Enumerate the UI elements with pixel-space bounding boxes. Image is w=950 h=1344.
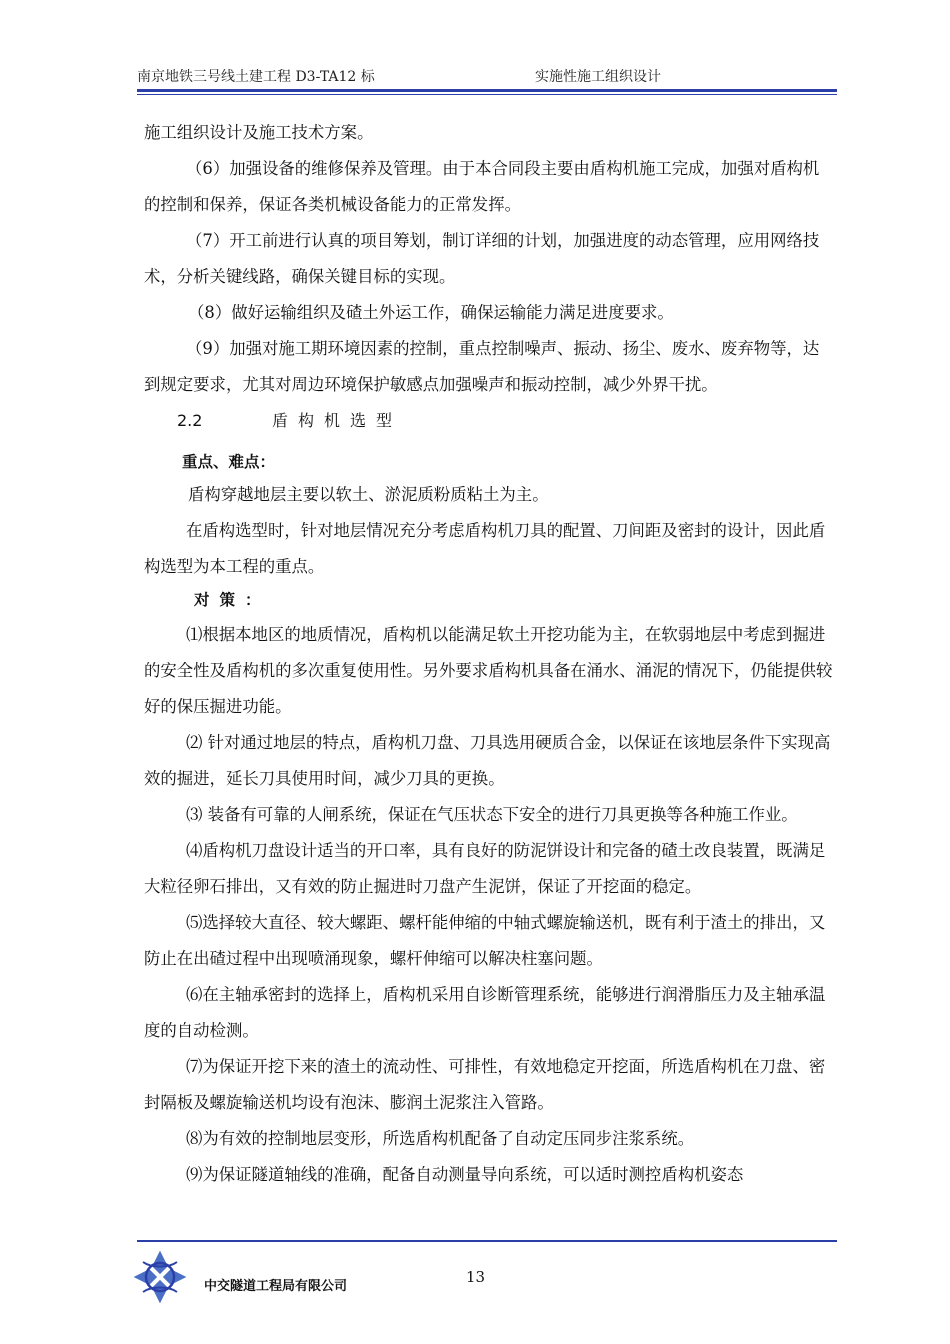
measure-1: ⑴根据本地区的地质情况，盾构机以能满足软土开挖功能为主，在软弱地层中考虑到掘进的安全性及盾构机的多次重复使用性。另外要求盾构机具备在涌水、涌泥的情况下，仍能提供较好的保压掘进功能。 — [144, 625, 833, 716]
section-title: 盾构机选型 — [272, 411, 403, 430]
measures-heading: 对策： — [194, 591, 271, 609]
page-number: 13 — [466, 1268, 486, 1286]
section-number: 2.2 — [177, 411, 203, 430]
paragraph-continued: 施工组织设计及施工技术方案。 — [144, 123, 374, 142]
footer-rule — [137, 1240, 837, 1242]
page-body — [144, 115, 834, 1193]
header-document-title: 实施性施工组织设计 — [535, 69, 661, 85]
measure-3: ⑶ 装备有可靠的人闸系统，保证在气压状态下安全的进行刀具更换等各种施工作业。 — [186, 805, 798, 824]
measure-7: ⑺为保证开挖下来的渣土的流动性、可排性，有效地稳定开挖面，所选盾构机在刀盘、密封隔板及螺旋输送机均设有泡沫、膨润土泥浆注入管路。 — [144, 1057, 826, 1112]
page-header — [137, 62, 837, 90]
company-logo-icon — [133, 1250, 187, 1304]
header-project-name: 南京地铁三号线土建工程 D3-TA12 标 — [137, 69, 375, 85]
key-points-heading: 重点、难点： — [182, 453, 276, 471]
measure-8: ⑻为有效的控制地层变形，所选盾构机配备了自动定压同步注浆系统。 — [186, 1129, 695, 1148]
measure-9: ⑼为保证隧道轴线的准确，配备自动测量导向系统，可以适时测控盾构机姿态 — [186, 1165, 744, 1184]
measure-2: ⑵ 针对通过地层的特点，盾构机刀盘、刀具选用硬质合金，以保证在该地层条件下实现高效的掘进，延长刀具使用时间，减少刀具的更换。 — [144, 733, 831, 788]
measure-6: ⑹在主轴承密封的选择上，盾构机采用自诊断管理系统，能够进行润滑脂压力及主轴承温度的自动检测。 — [144, 985, 826, 1040]
footer-company-name: 中交隧道工程局有限公司 — [204, 1279, 348, 1294]
paragraph-item-8: （8）做好运输组织及碴土外运工作，确保运输能力满足进度要求。 — [188, 303, 674, 322]
measure-5: ⑸选择较大直径、较大螺距、螺杆能伸缩的中轴式螺旋输送机，既有利于渣土的排出，又防止在出碴过程中出现喷涌现象，螺杆伸缩可以解决柱塞问题。 — [144, 913, 826, 968]
paragraph-item-7: （7）开工前进行认真的项目筹划，制订详细的计划，加强进度的动态管理，应用网络技术，分析关键线路，确保关键目标的实现。 — [144, 231, 820, 286]
header-rule-thin — [137, 94, 837, 95]
header-rule-thick — [137, 89, 837, 92]
key-point-1: 盾构穿越地层主要以软土、淤泥质粉质粘土为主。 — [188, 485, 549, 504]
measure-4: ⑷盾构机刀盘设计适当的开口率，具有良好的防泥饼设计和完备的碴土改良装置，既满足大粒径卵石排出，又有效的防止掘进时刀盘产生泥饼，保证了开挖面的稳定。 — [144, 841, 826, 896]
paragraph-item-9: （9）加强对施工期环境因素的控制，重点控制噪声、振动、扬尘、废水、废弃物等，达到规定要求，尤其对周边环境保护敏感点加强噪声和振动控制，减少外界干扰。 — [144, 339, 820, 394]
section-heading — [144, 403, 834, 441]
key-point-2: 在盾构选型时，针对地层情况充分考虑盾构机刀具的配置、刀间距及密封的设计，因此盾构选型为本工程的重点。 — [144, 521, 826, 576]
paragraph-item-6: （6）加强设备的维修保养及管理。由于本合同段主要由盾构机施工完成，加强对盾构机的控制和保养，保证各类机械设备能力的正常发挥。 — [144, 159, 820, 214]
